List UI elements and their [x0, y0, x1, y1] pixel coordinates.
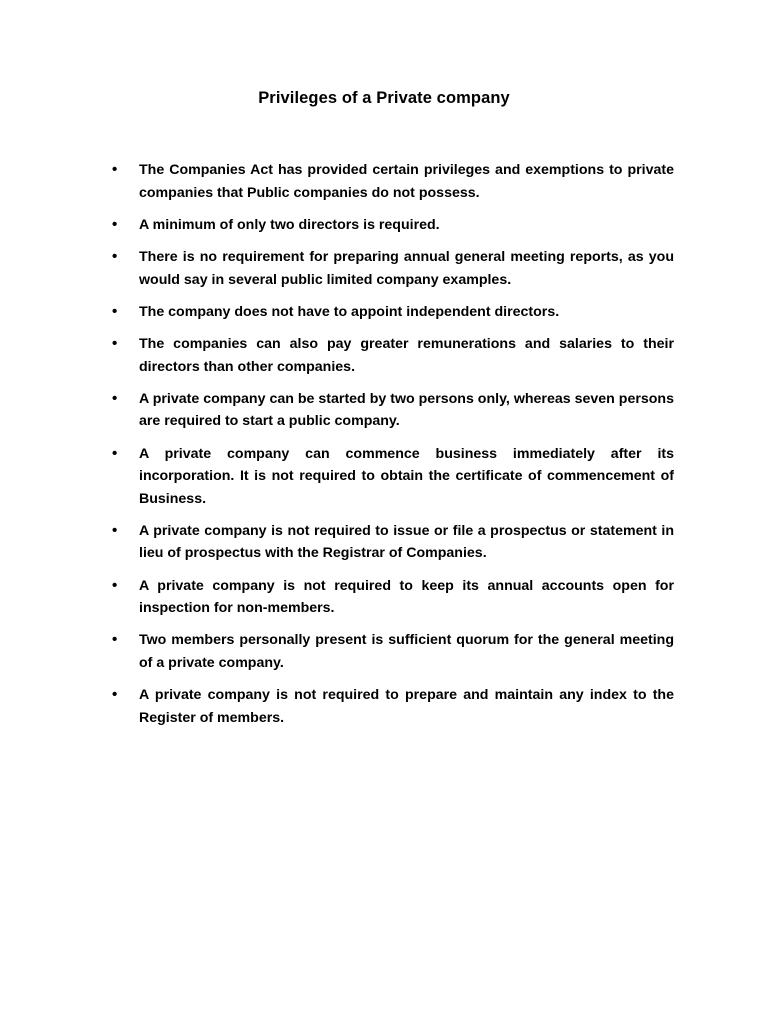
bullet-icon: • — [112, 444, 118, 462]
list-item — [112, 159, 674, 204]
list-item — [112, 333, 674, 378]
list-item-text: Two members personally present is sufficient quorum for the general meeting of a private company. — [139, 632, 674, 672]
list-item-text: A private company can commence business immediately after its incorporation. It is not required to obtain the certificate of commencement of Business. — [139, 445, 674, 507]
list-item — [112, 575, 674, 620]
bullet-icon: • — [112, 521, 118, 539]
list-item-text: A private company is not required to prepare and maintain any index to the Register of members. — [139, 687, 674, 726]
list-item-text: The company does not have to appoint independent directors. — [139, 303, 560, 320]
list-item — [112, 443, 674, 511]
bullet-icon: • — [112, 576, 118, 594]
list-item-text: The Companies Act has provided certain privileges and exemptions to private companies that Public companies do not possess. — [139, 162, 674, 201]
bullet-icon: • — [112, 389, 118, 407]
list-item — [112, 246, 674, 291]
privileges-list — [112, 159, 674, 739]
list-item — [112, 684, 674, 729]
list-item-text: A private company is not required to issue or file a prospectus or statement in lieu of prospectus with the Registrar of Companies. — [139, 522, 674, 562]
list-item-text: A minimum of only two directors is required. — [139, 216, 440, 233]
list-item-text: There is no requirement for preparing annual general meeting reports, as you would say in several public limited company examples. — [139, 248, 674, 288]
bullet-icon: • — [112, 247, 118, 265]
list-item-text: A private company is not required to keep its annual accounts open for inspection for non-members. — [139, 577, 674, 617]
list-item — [112, 520, 674, 565]
list-item — [112, 214, 674, 237]
bullet-icon: • — [112, 161, 118, 178]
bullet-icon: • — [112, 631, 118, 649]
list-item — [112, 629, 674, 674]
bullet-icon: • — [112, 334, 118, 352]
list-item-text: The companies can also pay greater remunerations and salaries to their directors than other companies. — [139, 335, 674, 375]
bullet-icon: • — [112, 686, 118, 704]
list-item — [112, 301, 674, 324]
page-title: Privileges of a Private company — [258, 89, 510, 107]
list-item — [112, 388, 674, 433]
bullet-icon: • — [112, 215, 118, 233]
bullet-icon: • — [112, 302, 118, 320]
list-item-text: A private company can be started by two persons only, whereas seven persons are required to start a public company. — [139, 390, 674, 430]
